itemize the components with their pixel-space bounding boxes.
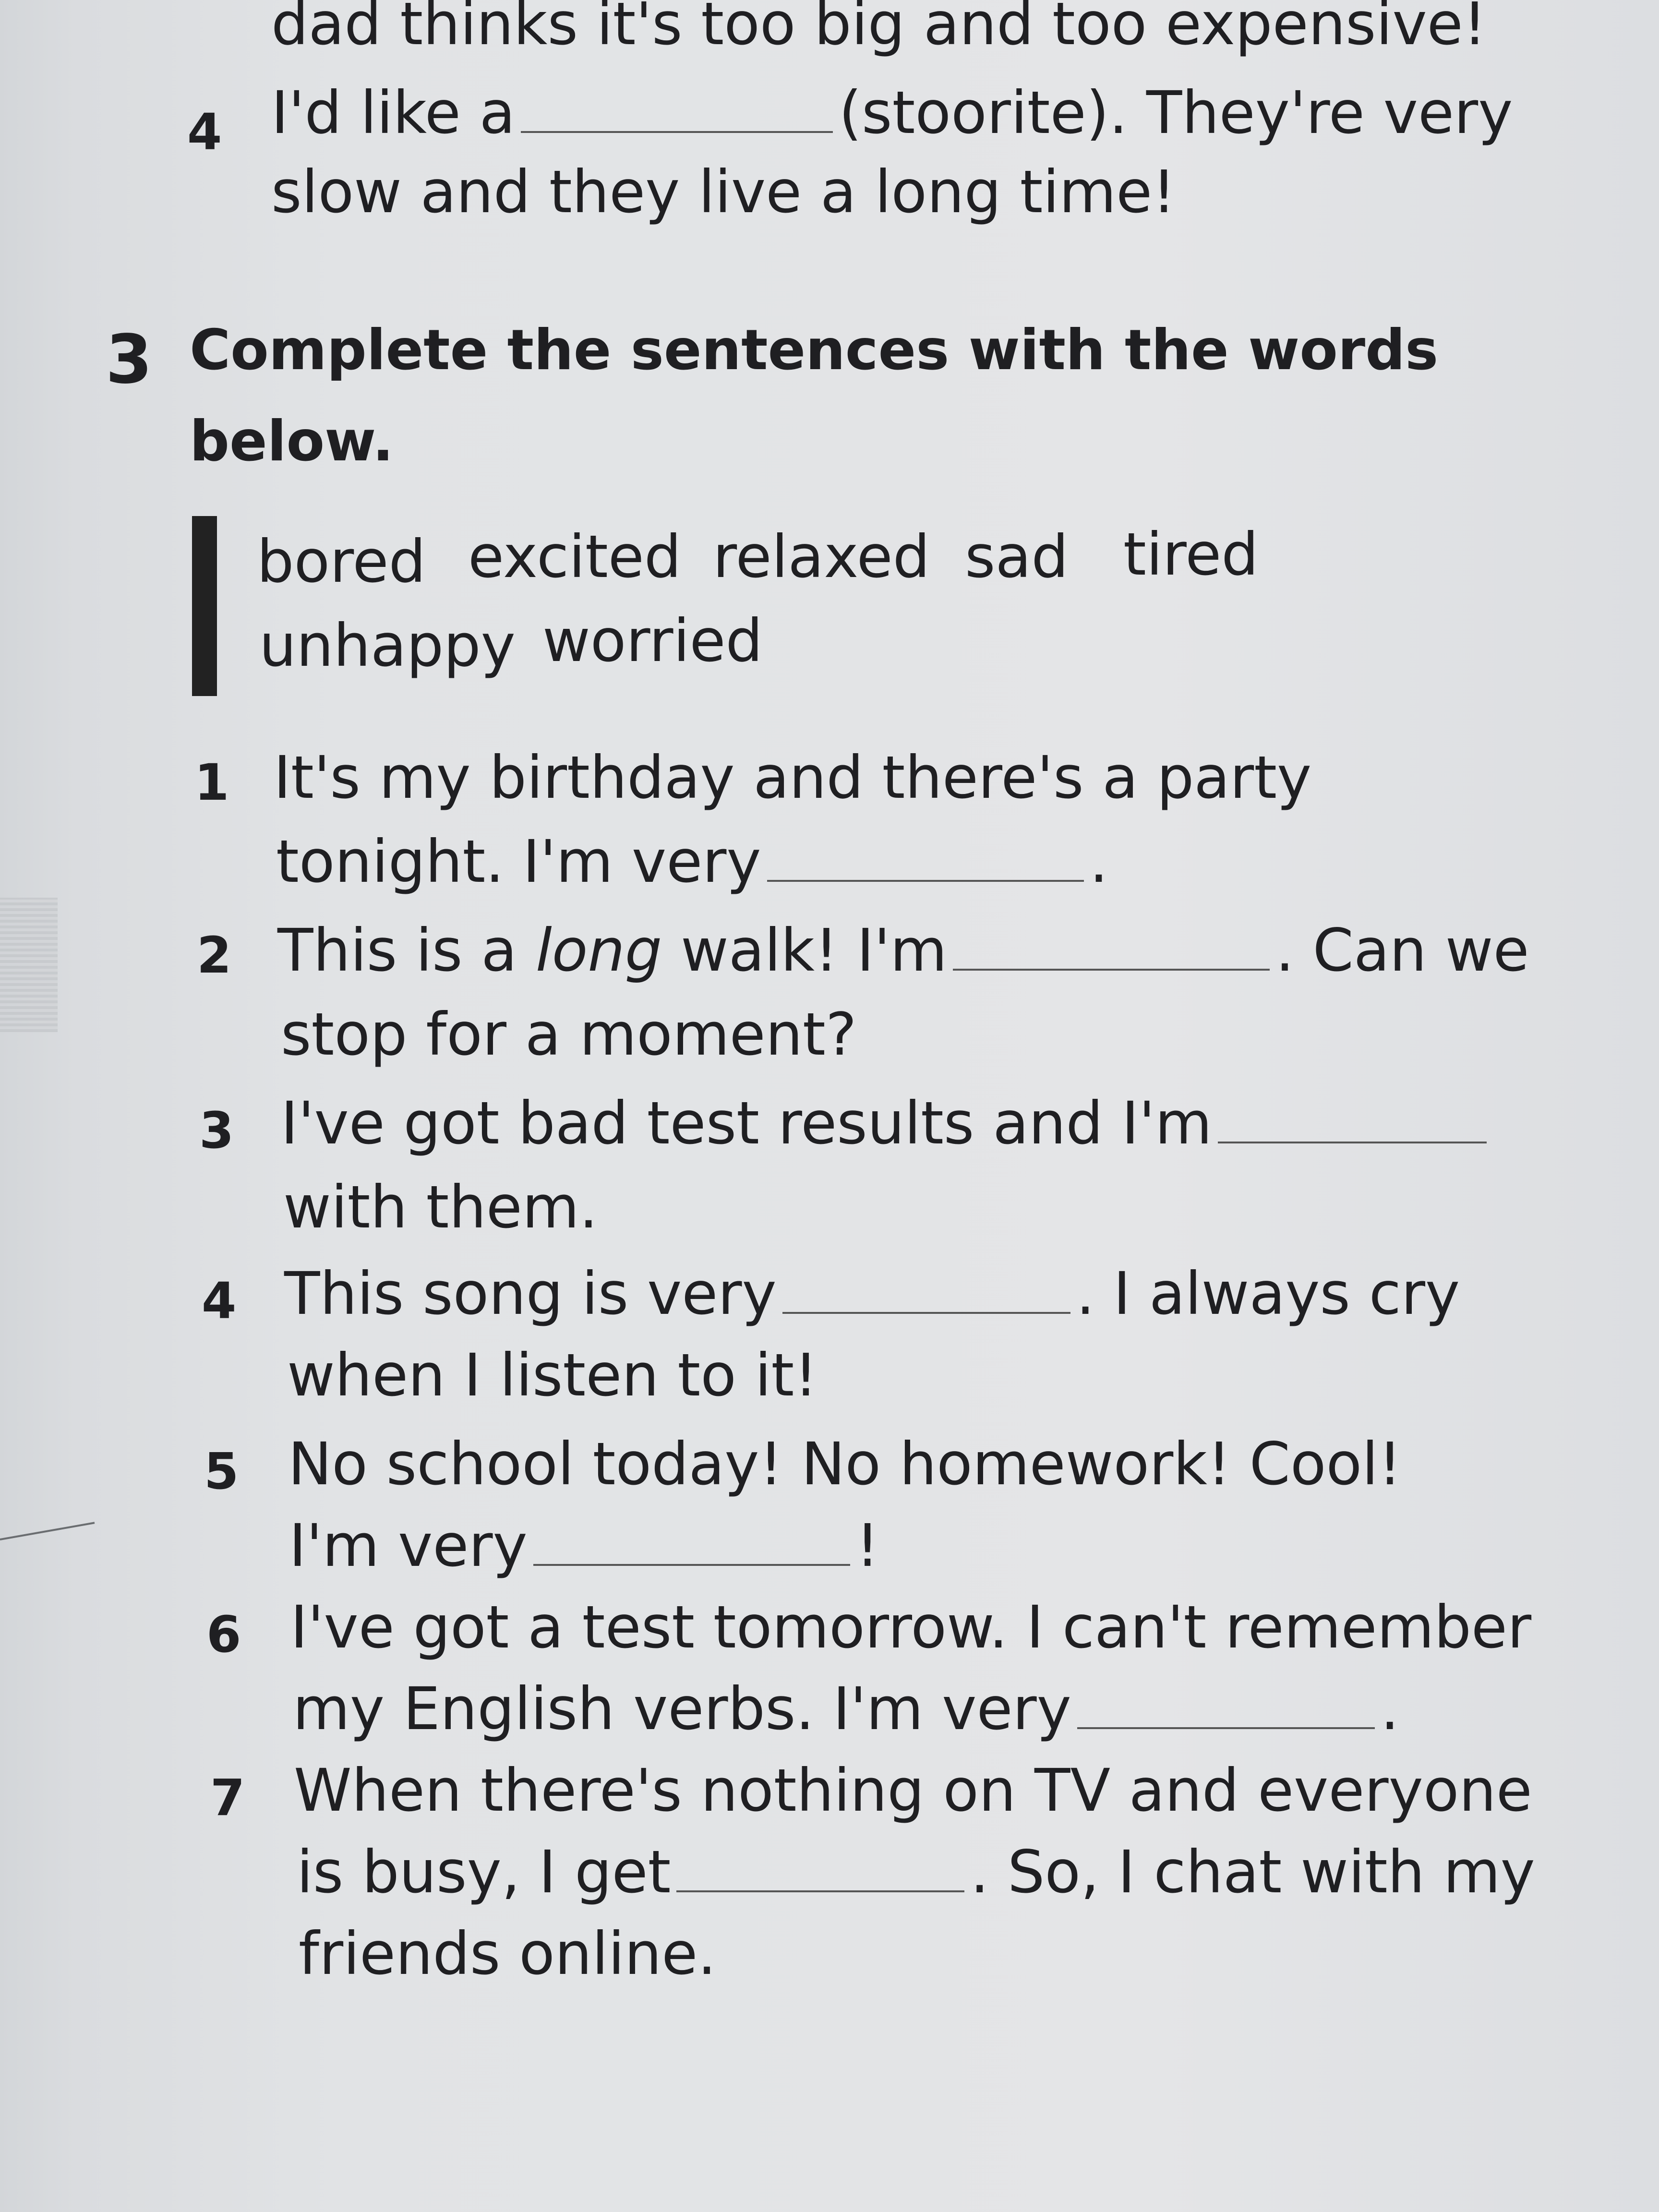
item-2-text-a: This is a [277, 916, 536, 985]
exercise-instruction-line1: Complete the sentences with the words [190, 318, 1439, 383]
prev-item-4-line2: slow and they live a long time! [271, 158, 1176, 226]
prev-item-4-line1 [271, 79, 1513, 146]
prev-exercise-line: dad thinks it's too big and too expensive! [271, 0, 1487, 58]
item-2-text-b: walk! I'm [662, 916, 948, 985]
answer-blank[interactable] [782, 1298, 1070, 1314]
item-7-after: . So, I chat with my [970, 1838, 1535, 1906]
item-6-end: . [1380, 1675, 1399, 1743]
item-1-line1: It's my birthday and there's a party [274, 744, 1312, 812]
margin-pencil-mark [0, 1522, 95, 1540]
item-3-text: I've got bad test results and I'm [281, 1089, 1212, 1157]
item-number: 2 [197, 926, 232, 985]
item-2-emphasis: long [535, 916, 662, 985]
item-7-line1: When there's nothing on TV and everyone [294, 1756, 1532, 1825]
item-number: 5 [204, 1442, 239, 1501]
item-number: 3 [199, 1101, 234, 1160]
item-1-text: tonight. I'm very [276, 828, 761, 896]
item-4-line2: when I listen to it! [287, 1341, 818, 1409]
item-1-line2 [276, 828, 1108, 895]
word-bank-bar [192, 516, 217, 696]
prev-item-4-after: (stoorite). They're very [839, 79, 1513, 147]
item-4-text: This song is very [284, 1260, 777, 1328]
item-6-line1: I've got a test tomorrow. I can't remember [290, 1593, 1532, 1661]
item-7-line2 [297, 1839, 1535, 1906]
item-7-text: is busy, I get [297, 1838, 671, 1906]
item-number: 1 [194, 753, 229, 812]
answer-blank[interactable] [521, 118, 833, 133]
item-4-line1 [284, 1260, 1460, 1327]
answer-blank[interactable] [767, 866, 1084, 882]
item-3-line1 [281, 1090, 1492, 1157]
answer-blank[interactable] [676, 1877, 964, 1892]
item-2-after: . Can we [1275, 916, 1529, 985]
item-4-after: . I always cry [1076, 1260, 1460, 1328]
item-7-line3: friends online. [299, 1920, 717, 1988]
item-1-end: . [1089, 828, 1108, 896]
item-2-line1 [277, 917, 1529, 984]
item-6-text: my English verbs. I'm very [293, 1675, 1071, 1743]
answer-blank[interactable] [1218, 1128, 1487, 1143]
exercise-number: 3 [106, 321, 153, 399]
answer-blank[interactable] [1077, 1714, 1375, 1729]
word-bank-item: bored [257, 528, 426, 596]
page-binding-edge [0, 898, 58, 1032]
item-5-line2 [289, 1512, 879, 1579]
word-bank-item: worried [542, 607, 763, 675]
word-bank-item: excited [468, 523, 682, 591]
item-3-line2: with them. [283, 1173, 598, 1241]
item-2-line2: stop for a moment? [281, 1000, 857, 1069]
item-number: 4 [202, 1272, 237, 1330]
exercise-instruction-line2: below. [190, 409, 394, 474]
answer-blank[interactable] [533, 1551, 850, 1566]
item-number: 7 [210, 1768, 245, 1827]
answer-blank[interactable] [953, 955, 1270, 971]
item-number: 6 [206, 1605, 241, 1664]
prev-item-4-before: I'd like a [271, 79, 516, 147]
item-5-end: ! [855, 1512, 879, 1580]
word-bank-item: relaxed [713, 523, 930, 591]
item-5-line1: No school today! No homework! Cool! [288, 1430, 1402, 1498]
item-5-text: I'm very [289, 1512, 528, 1580]
word-bank-item: unhappy [259, 612, 516, 680]
word-bank-item: tired [1123, 520, 1259, 589]
prev-item-number: 4 [187, 103, 222, 161]
word-bank-item: sad [965, 523, 1069, 591]
item-6-line2 [293, 1675, 1399, 1743]
